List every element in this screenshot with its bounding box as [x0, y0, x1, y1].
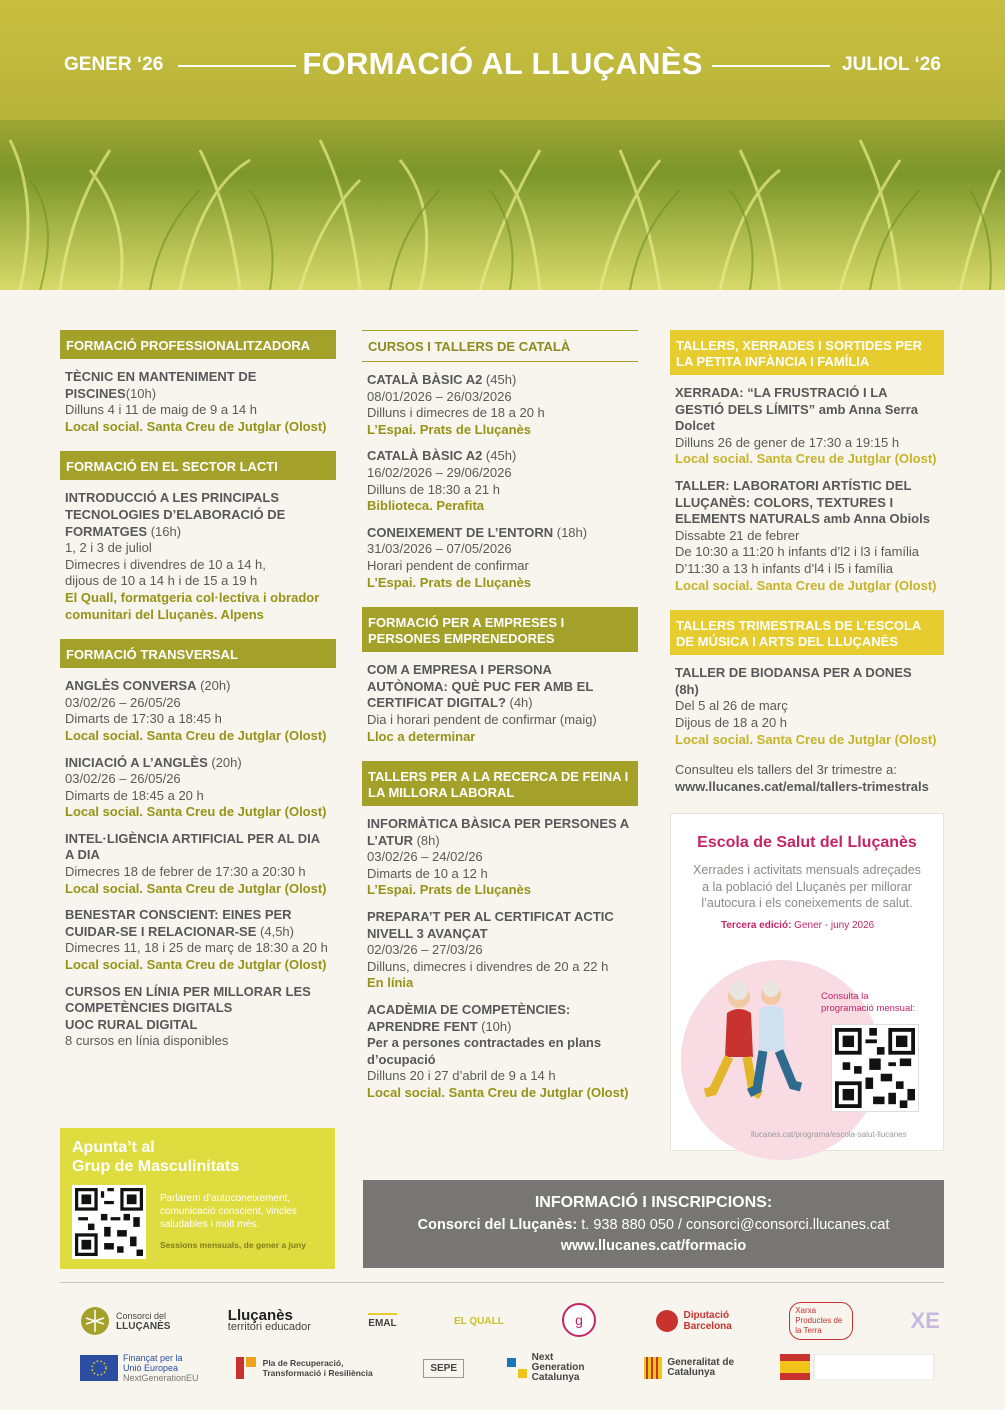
course-hours: (4h): [505, 695, 533, 711]
course-hours: (10h): [477, 1018, 512, 1034]
info-contact-details[interactable]: t. 938 880 050 / consorci@consorci.llucanes.cat: [577, 1217, 890, 1233]
diputacio-icon: [655, 1309, 679, 1333]
course-title: CURSOS EN LÍNIA PER MILLORAR LES COMPETÈNCIES DIGITALS: [65, 983, 311, 1016]
logo-text: LLUÇANÈS: [116, 1320, 171, 1332]
consult-text: Consulteu els tallers del 3r trimestre a:: [675, 762, 897, 778]
course-location: Local social. Santa Creu de Jutglar (Olost): [65, 880, 327, 896]
course-date: Del 5 al 26 de març: [675, 698, 788, 714]
course-item: [670, 385, 944, 468]
course-date: 03/02/26 – 26/05/26: [65, 771, 181, 787]
consult-programme: [821, 991, 915, 1015]
course-title: XERRADA: “LA FRUSTRACIÓ I LA GESTIÓ DELS LÍMITS” amb Anna Serra Dolcet: [675, 385, 918, 434]
column-3: [670, 330, 944, 811]
logo-text: EMAL: [368, 1318, 397, 1329]
course-item: [362, 662, 638, 745]
logo-text: territori educador: [227, 1320, 311, 1333]
escola-salut-box: [670, 813, 944, 1151]
course-location: El Quall, formatgeria col·lectiva i obrador comunitari del Lluçanès. Alpens: [65, 589, 320, 622]
salut-edition: [721, 920, 943, 931]
course-title: TALLER DE BIODANSA PER A DONES (8h): [675, 665, 912, 697]
generalitat-icon: [644, 1357, 662, 1379]
logo-text: Consorci del: [116, 1310, 167, 1321]
course-item: [60, 755, 336, 821]
section-recerca-feina: [362, 761, 638, 1102]
course-item: [362, 1002, 638, 1102]
course-schedule: Dilluns 26 de gener de 17:30 a 19:15 h: [675, 434, 900, 450]
logo-pla-recuperacio: [234, 1355, 381, 1381]
course-location: L’Espai. Prats de Lluçanès: [367, 574, 532, 590]
course-title: COM A EMPRESA I PERSONA AUTÒNOMA: QUÈ PUC FER AMB EL CERTIFICAT DIGITAL?: [367, 662, 594, 711]
course-location: Local social. Santa Creu de Jutglar (Olost): [675, 731, 937, 747]
date-start: GENER ‘26: [64, 54, 164, 75]
course-title: INICIACIÓ A L’ANGLÈS: [65, 754, 208, 770]
masculinitats-sessions: Sessions mensuals, de gener a juny: [160, 1240, 306, 1250]
course-schedule: Dilluns, dimecres i divendres de 20 a 22 h: [367, 958, 609, 974]
course-hours: (45h): [482, 448, 517, 464]
course-hours: (20h): [207, 754, 242, 770]
info-web[interactable]: www.llucanes.cat/formacio: [560, 1238, 747, 1254]
section-header: FORMACIÓ PER A EMPRESES I PERSONES EMPRENEDORES: [362, 607, 638, 652]
course-location: En línia: [367, 975, 414, 991]
course-hours: (20h): [196, 678, 231, 694]
consult-link[interactable]: www.llucanes.cat/emal/tallers-trimestrals: [675, 778, 929, 794]
section-escola-musica: [670, 610, 944, 795]
course-schedule: Dimecres 18 de febrer de 17:30 a 20:30 h: [65, 864, 306, 880]
course-item: [670, 665, 944, 748]
logo-next-gen-cat: [507, 1353, 602, 1383]
logo-territori-educador: [227, 1306, 311, 1333]
salut-description: Xerrades i activitats mensuals adreçades a la població del Lluçanès per millorar l’autocura i els coneixements de salut.: [693, 863, 921, 910]
logo-text: Lluçanès: [227, 1306, 293, 1324]
course-date: 31/03/2026 – 07/05/2026: [367, 541, 512, 557]
course-hours: (10h): [125, 385, 157, 401]
course-location: L’Espai. Prats de Lluçanès: [367, 882, 532, 898]
course-title: INFORMÀTICA BÀSICA PER PERSONES A L’ATUR: [367, 816, 629, 848]
course-schedule: Dilluns i dimecres de 18 a 20 h: [367, 405, 545, 421]
elderly-couple-illustration: [701, 979, 811, 1114]
section-header: TALLERS PER A LA RECERCA DE FEINA I LA MILLORA LABORAL: [362, 761, 638, 806]
salut-url[interactable]: llucanes.cat/programa/escola-salut-llucanes: [751, 1130, 907, 1139]
course-item: [60, 369, 336, 435]
section-empreses: [362, 607, 638, 745]
course-item: [362, 448, 638, 514]
section-transversal: [60, 639, 336, 1050]
course-note: 8 cursos en línia disponibles: [65, 1033, 229, 1049]
course-location: Local social. Santa Creu de Jutglar (Olost): [65, 957, 327, 973]
logo-generalitat: [644, 1357, 737, 1379]
section-catala: [362, 330, 638, 591]
course-date: Dilluns 4 i 11 de maig de 9 a 14 h: [65, 402, 257, 418]
section-lacti: [60, 451, 336, 623]
course-title: TALLER: LABORATORI ARTÍSTIC DEL LLUÇANÈS: COLORS, TEXTURES I ELEMENTS NATURALS: [675, 477, 912, 527]
course-schedule: Dilluns 20 i 27 d’abril de 9 a 14 h: [367, 1068, 556, 1084]
course-item: [362, 816, 638, 899]
spain-flag-icon: [780, 1354, 940, 1380]
course-item: [60, 490, 336, 623]
column-2: [362, 330, 638, 1118]
course-schedule: D’11:30 a 13 h infants d’l4 i l5 i família: [675, 560, 893, 576]
course-hours: (45h): [482, 372, 517, 387]
course-item: [362, 909, 638, 992]
section-header: FORMACIÓ PROFESSIONALITZADORA: [60, 330, 336, 359]
course-item: [362, 372, 638, 438]
course-location: Local social. Santa Creu de Jutglar (Olost): [675, 577, 937, 593]
header-rule-right: [712, 65, 830, 67]
course-schedule: Dia i horari pendent de confirmar (maig): [367, 711, 597, 727]
course-schedule: Horari pendent de confirmar: [367, 557, 529, 573]
logo-text: Next Generation Catalunya: [531, 1352, 585, 1383]
edition-label: Tercera edició:: [721, 919, 792, 931]
partner-logos-row-1: [80, 1300, 940, 1342]
logo-sepe: [423, 1359, 464, 1378]
course-location: Local social. Santa Creu de Jutglar (Olost): [675, 451, 937, 467]
logo-text: Generalitat de Catalunya: [667, 1357, 735, 1378]
logo-el-quall: [454, 1316, 504, 1327]
svg-text:g: g: [575, 1312, 584, 1328]
partner-logos-row-2: [80, 1352, 940, 1384]
edition-value: Gener - juny 2026: [791, 919, 875, 931]
salut-title: Escola de Salut del Lluçanès: [697, 834, 917, 851]
logo-gent-gran: [561, 1302, 597, 1340]
course-title: PREPARA’T PER AL CERTIFICAT ACTIC NIVELL 3 AVANÇAT: [367, 909, 614, 941]
course-audience: Per a persones contractades en plans d’ocupació: [367, 1035, 602, 1067]
course-schedule: Dijous de 18 a 20 h: [675, 714, 788, 730]
qr-code-icon: [835, 1028, 915, 1108]
gent-gran-icon: [561, 1302, 597, 1338]
page-title: FORMACIÓ AL LLUÇANÈS: [302, 46, 703, 81]
course-subtitle: UOC RURAL DIGITAL: [65, 1016, 198, 1032]
qr-code-icon: [75, 1188, 143, 1256]
course-schedule: dijous de 10 a 14 h i de 15 a 19 h: [65, 573, 258, 589]
masculinitats-title-line1: Apunta’t al: [72, 1139, 155, 1156]
masculinitats-title-line2: Grup de Masculinitats: [72, 1158, 240, 1175]
logo-diputacio: [655, 1309, 732, 1333]
course-schedule: Dimarts de 18:45 a 20 h: [65, 787, 204, 803]
logo-emal: [368, 1313, 396, 1329]
section-header: CURSOS I TALLERS DE CATALÀ: [362, 330, 638, 362]
course-title: ACADÈMIA DE COMPETÈNCIES: APRENDRE FENT: [367, 1002, 571, 1034]
course-date: 03/02/26 – 24/02/26: [367, 849, 483, 865]
logo-consorci: [80, 1306, 170, 1336]
course-item: [362, 525, 638, 591]
course-item: [60, 678, 336, 744]
course-hours: (18h): [553, 524, 588, 540]
logo-eu: [80, 1353, 199, 1383]
course-date: 02/03/26 – 27/03/26: [367, 942, 483, 958]
course-title: CATALÀ BÀSIC A2: [367, 372, 483, 387]
section-header: FORMACIÓ EN EL SECTOR LACTI: [60, 451, 336, 480]
course-title: BENESTAR CONSCIENT: EINES PER CUIDAR-SE I RELACIONAR-SE: [65, 907, 292, 939]
logo-xarxa-productes: Xarxa Productes de la Terra: [789, 1302, 853, 1340]
course-item: [60, 907, 336, 973]
pla-recuperacio-icon: [234, 1355, 258, 1381]
logo-xe: XE: [910, 1308, 940, 1333]
qr-code[interactable]: [72, 1185, 146, 1259]
logo-text: Finançat per la Unió Europea: [123, 1353, 183, 1373]
course-schedule: Dimarts de 10 a 12 h: [367, 865, 488, 881]
course-item: [670, 478, 944, 594]
consorci-leaf-icon: [80, 1306, 110, 1336]
hero-banner: [0, 0, 1005, 290]
course-location: Local social. Santa Creu de Jutglar (Olost): [65, 418, 327, 434]
masculinitats-title: [72, 1138, 239, 1176]
course-location: Local social. Santa Creu de Jutglar (Olost): [65, 804, 327, 820]
course-title: INTRODUCCIÓ A LES PRINCIPALS TECNOLOGIES D’ELABORACIÓ DE FORMATGES: [65, 490, 286, 539]
column-1: [60, 330, 336, 1066]
course-title: TÈCNIC EN MANTENIMENT DE PISCINES: [65, 369, 257, 401]
course-schedule: Dimecres i divendres de 10 a 14 h,: [65, 556, 266, 572]
course-date: 1, 2 i 3 de juliol: [65, 540, 152, 556]
course-location: Local social. Santa Creu de Jutglar (Olost): [367, 1085, 629, 1100]
course-schedule: Dilluns de 18:30 a 21 h: [367, 481, 500, 497]
section-header: FORMACIÓ TRANSVERSAL: [60, 639, 336, 668]
course-hours: (8h): [412, 832, 440, 848]
course-instructor: amb Anna Obiols: [819, 511, 930, 527]
logo-text: Diputació: [683, 1310, 730, 1321]
info-box: [363, 1180, 944, 1268]
course-title: ANGLÈS CONVERSA: [65, 678, 197, 694]
course-schedule: Dimecres 11, 18 i 25 de març de 18:30 a 20 h: [65, 940, 328, 956]
course-item: [60, 984, 336, 1050]
masculinitats-box: [60, 1128, 335, 1269]
course-title: CONEIXEMENT DE L’ENTORN: [367, 524, 554, 540]
course-location: L’Espai. Prats de Lluçanès: [367, 421, 532, 437]
course-date: 08/01/2026 – 26/03/2026: [367, 388, 512, 404]
course-title: INTEL·LIGÈNCIA ARTIFICIAL PER AL DIA A DIA: [65, 830, 320, 863]
course-schedule: De 10:30 a 11:20 h infants d’l2 i l3 i família: [675, 544, 920, 560]
section-infancia: [670, 330, 944, 594]
consult-line2: programació mensual:: [821, 1003, 915, 1014]
footer-divider: [60, 1282, 944, 1283]
course-date: 03/02/26 – 26/05/26: [65, 694, 181, 710]
course-date: 16/02/2026 – 29/06/2026: [367, 464, 512, 480]
header-rule-left: [178, 65, 296, 67]
section-header: TALLERS, XERRADES I SORTIDES PER LA PETITA INFÀNCIA I FAMÍLIA: [670, 330, 944, 375]
logo-text: EL QUALL: [453, 1315, 504, 1327]
info-contact: [363, 1217, 944, 1233]
course-location: Biblioteca. Perafita: [367, 498, 485, 514]
consult-line1: Consulta la: [821, 991, 869, 1002]
eu-flag-icon: [80, 1355, 118, 1381]
qr-code[interactable]: [831, 1024, 919, 1112]
section-professionalitzadora: [60, 330, 336, 435]
course-title: CATALÀ BÀSIC A2: [367, 448, 483, 464]
course-date: Dissabte 21 de febrer: [675, 527, 800, 543]
course-location: Local social. Santa Creu de Jutglar (Olost): [65, 727, 327, 743]
logo-text: SEPE: [430, 1362, 457, 1374]
logo-text: Pla de Recuperació, Transformació i Resiliència: [262, 1358, 373, 1378]
info-org: Consorci del Lluçanès:: [417, 1217, 578, 1233]
course-hours: (16h): [147, 523, 182, 539]
masculinitats-description: Parlarem d’autoconeixement, comunicació conscient, vincles saludables i molt més.: [160, 1193, 297, 1230]
info-title: INFORMACIÓ I INSCRIPCIONS:: [534, 1194, 773, 1211]
logo-text: NextGenerationEU: [123, 1373, 199, 1383]
section-header: TALLERS TRIMESTRALS DE L’ESCOLA DE MÚSICA I ARTS DEL LLUÇANÈS: [670, 610, 944, 655]
course-hours: (4,5h): [256, 923, 294, 939]
next-generation-icon: [507, 1358, 527, 1378]
logo-spain: [780, 1354, 940, 1382]
course-item: [60, 831, 336, 897]
page-header: [0, 44, 1005, 88]
course-location: Lloc a determinar: [367, 728, 476, 744]
date-end: JULIOL ‘26: [842, 54, 941, 75]
logo-text: Barcelona: [683, 1321, 732, 1332]
course-schedule: Dimarts de 17:30 a 18:45 h: [65, 711, 222, 727]
consult-note: [670, 762, 944, 795]
